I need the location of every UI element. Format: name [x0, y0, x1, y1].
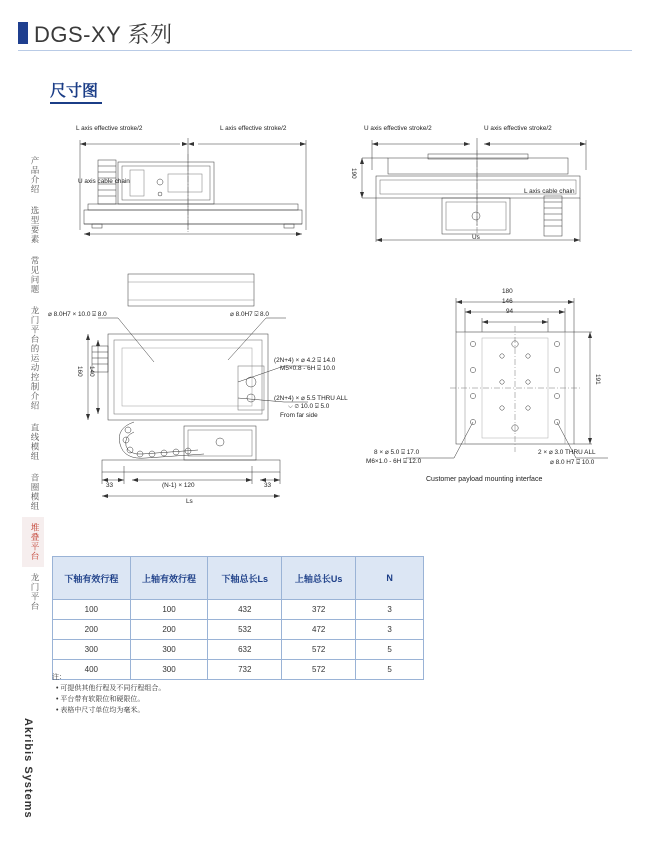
table-row [53, 600, 424, 620]
label-u-stroke-right: U axis effective stroke/2 [484, 125, 552, 132]
dim-ls: Ls [186, 498, 193, 505]
sidebar-item-voice-coil-module[interactable]: 音圈模组 [30, 472, 40, 511]
dim-94: 94 [506, 308, 514, 315]
header-accent-bar [18, 22, 28, 44]
label-l-cable-chain: L axis cable chain [524, 188, 575, 195]
drawing-top-right [350, 125, 608, 245]
col-us: 上轴总长Us [282, 557, 356, 600]
cell-upper-stroke: 300 [130, 640, 208, 660]
table-row [53, 640, 424, 660]
note-payload-right-2: ⌀ 8.0 H7 ⍌ 10.0 [550, 459, 595, 466]
cell-n: 3 [356, 600, 424, 620]
label-l-stroke-right: L axis effective stroke/2 [220, 125, 287, 132]
drawing-payload-interface [366, 282, 610, 483]
dim-146: 146 [502, 298, 513, 305]
sidebar-tabs [22, 150, 44, 617]
cell-lower-stroke: 400 [53, 660, 131, 680]
sidebar-item-gantry-stage[interactable]: 龙门平台 [30, 572, 40, 611]
sidebar-item-faq[interactable]: 常见问题 [30, 256, 40, 294]
note-hole-left: ⌀ 8.0H7 × 10.0 ⍌ 8.0 [48, 311, 107, 318]
note-thread-1: (2N+4) × ⌀ 4.2 ⍌ 14.0 [274, 357, 336, 364]
sidebar-item-selection[interactable]: 选型要素 [30, 206, 40, 244]
dim-33-left: 33 [106, 482, 114, 489]
col-n: N [356, 557, 424, 600]
cell-lower-stroke: 200 [53, 620, 131, 640]
dim-33-right: 33 [264, 482, 272, 489]
label-u-cable-chain: U axis cable chain [78, 178, 130, 185]
cell-upper-stroke: 200 [130, 620, 208, 640]
sidebar-item-stacked-stage[interactable]: 堆叠平台 [22, 517, 44, 567]
header-divider [18, 50, 632, 51]
section-underline [50, 102, 102, 104]
note-payload-left-2: M6×1.0 - 6H ⍌ 12.0 [366, 458, 422, 465]
sidebar-item-product-intro[interactable]: 产品介绍 [30, 156, 40, 194]
cell-us: 372 [282, 600, 356, 620]
table-header-row [53, 557, 424, 600]
brand-name: Akribis Systems [22, 718, 34, 819]
page-title: DGS-XY 系列 [34, 22, 173, 47]
note-thread-2: (2N+4) × ⌀ 5.5 THRU ALL [274, 395, 348, 402]
cell-ls: 732 [208, 660, 282, 680]
dim-190: 190 [350, 168, 357, 179]
cell-us: 472 [282, 620, 356, 640]
dim-n-minus-1: (N-1) × 120 [162, 482, 195, 489]
note-thread-2c: From far side [280, 412, 318, 419]
dim-160: 160 [76, 366, 83, 377]
col-lower-stroke: 下轴有效行程 [53, 557, 131, 600]
note-thread-1b: M5×0.8 - 6H ⍌ 10.0 [280, 365, 336, 372]
sidebar-item-motion-control[interactable]: 龙门平台的运动控制介绍 [30, 306, 40, 411]
cell-n: 3 [356, 620, 424, 640]
cell-us: 572 [282, 640, 356, 660]
cell-ls: 532 [208, 620, 282, 640]
cell-ls: 632 [208, 640, 282, 660]
drawing-plan-view [48, 270, 348, 510]
cell-n: 5 [356, 640, 424, 660]
drawing-top-left [70, 125, 320, 245]
label-l-stroke-left: L axis effective stroke/2 [76, 125, 143, 132]
note-payload-left-1: 8 × ⌀ 5.0 ⍌ 17.0 [374, 449, 420, 456]
cell-n: 5 [356, 660, 424, 680]
cell-lower-stroke: 300 [53, 640, 131, 660]
note-payload-right-1: 2 × ⌀ 3.0 THRU ALL [538, 449, 596, 456]
label-u-stroke-left: U axis effective stroke/2 [364, 125, 432, 132]
spec-table [52, 556, 424, 680]
dim-us: Us [472, 234, 480, 241]
section-title: 尺寸图 [50, 83, 99, 100]
dim-191: 191 [594, 374, 601, 385]
note-item-3: • 表格中尺寸单位均为毫米。 [56, 707, 145, 714]
cell-upper-stroke: 300 [130, 660, 208, 680]
sidebar-item-linear-module[interactable]: 直线模组 [30, 422, 40, 461]
notes-block [52, 672, 165, 716]
dim-180: 180 [502, 288, 513, 295]
note-thread-2b: ⌵ ⌀ 10.0 ⍌ 5.0 [288, 403, 330, 410]
note-item-1: • 可提供其他行程及不同行程组合。 [56, 685, 166, 692]
dim-140: 140 [88, 366, 95, 377]
page-header [0, 0, 650, 58]
note-item-2: • 平台带有软限位和硬限位。 [56, 696, 145, 703]
cell-ls: 432 [208, 600, 282, 620]
table-row [53, 620, 424, 640]
cell-lower-stroke: 100 [53, 600, 131, 620]
notes-title: 注： [52, 674, 66, 681]
cell-us: 572 [282, 660, 356, 680]
caption-payload-interface: Customer payload mounting interface [426, 476, 543, 483]
note-hole-right: ⌀ 8.0H7 ⍌ 8.0 [230, 311, 269, 318]
cell-upper-stroke: 100 [130, 600, 208, 620]
col-upper-stroke: 上轴有效行程 [130, 557, 208, 600]
col-ls: 下轴总长Ls [208, 557, 282, 600]
